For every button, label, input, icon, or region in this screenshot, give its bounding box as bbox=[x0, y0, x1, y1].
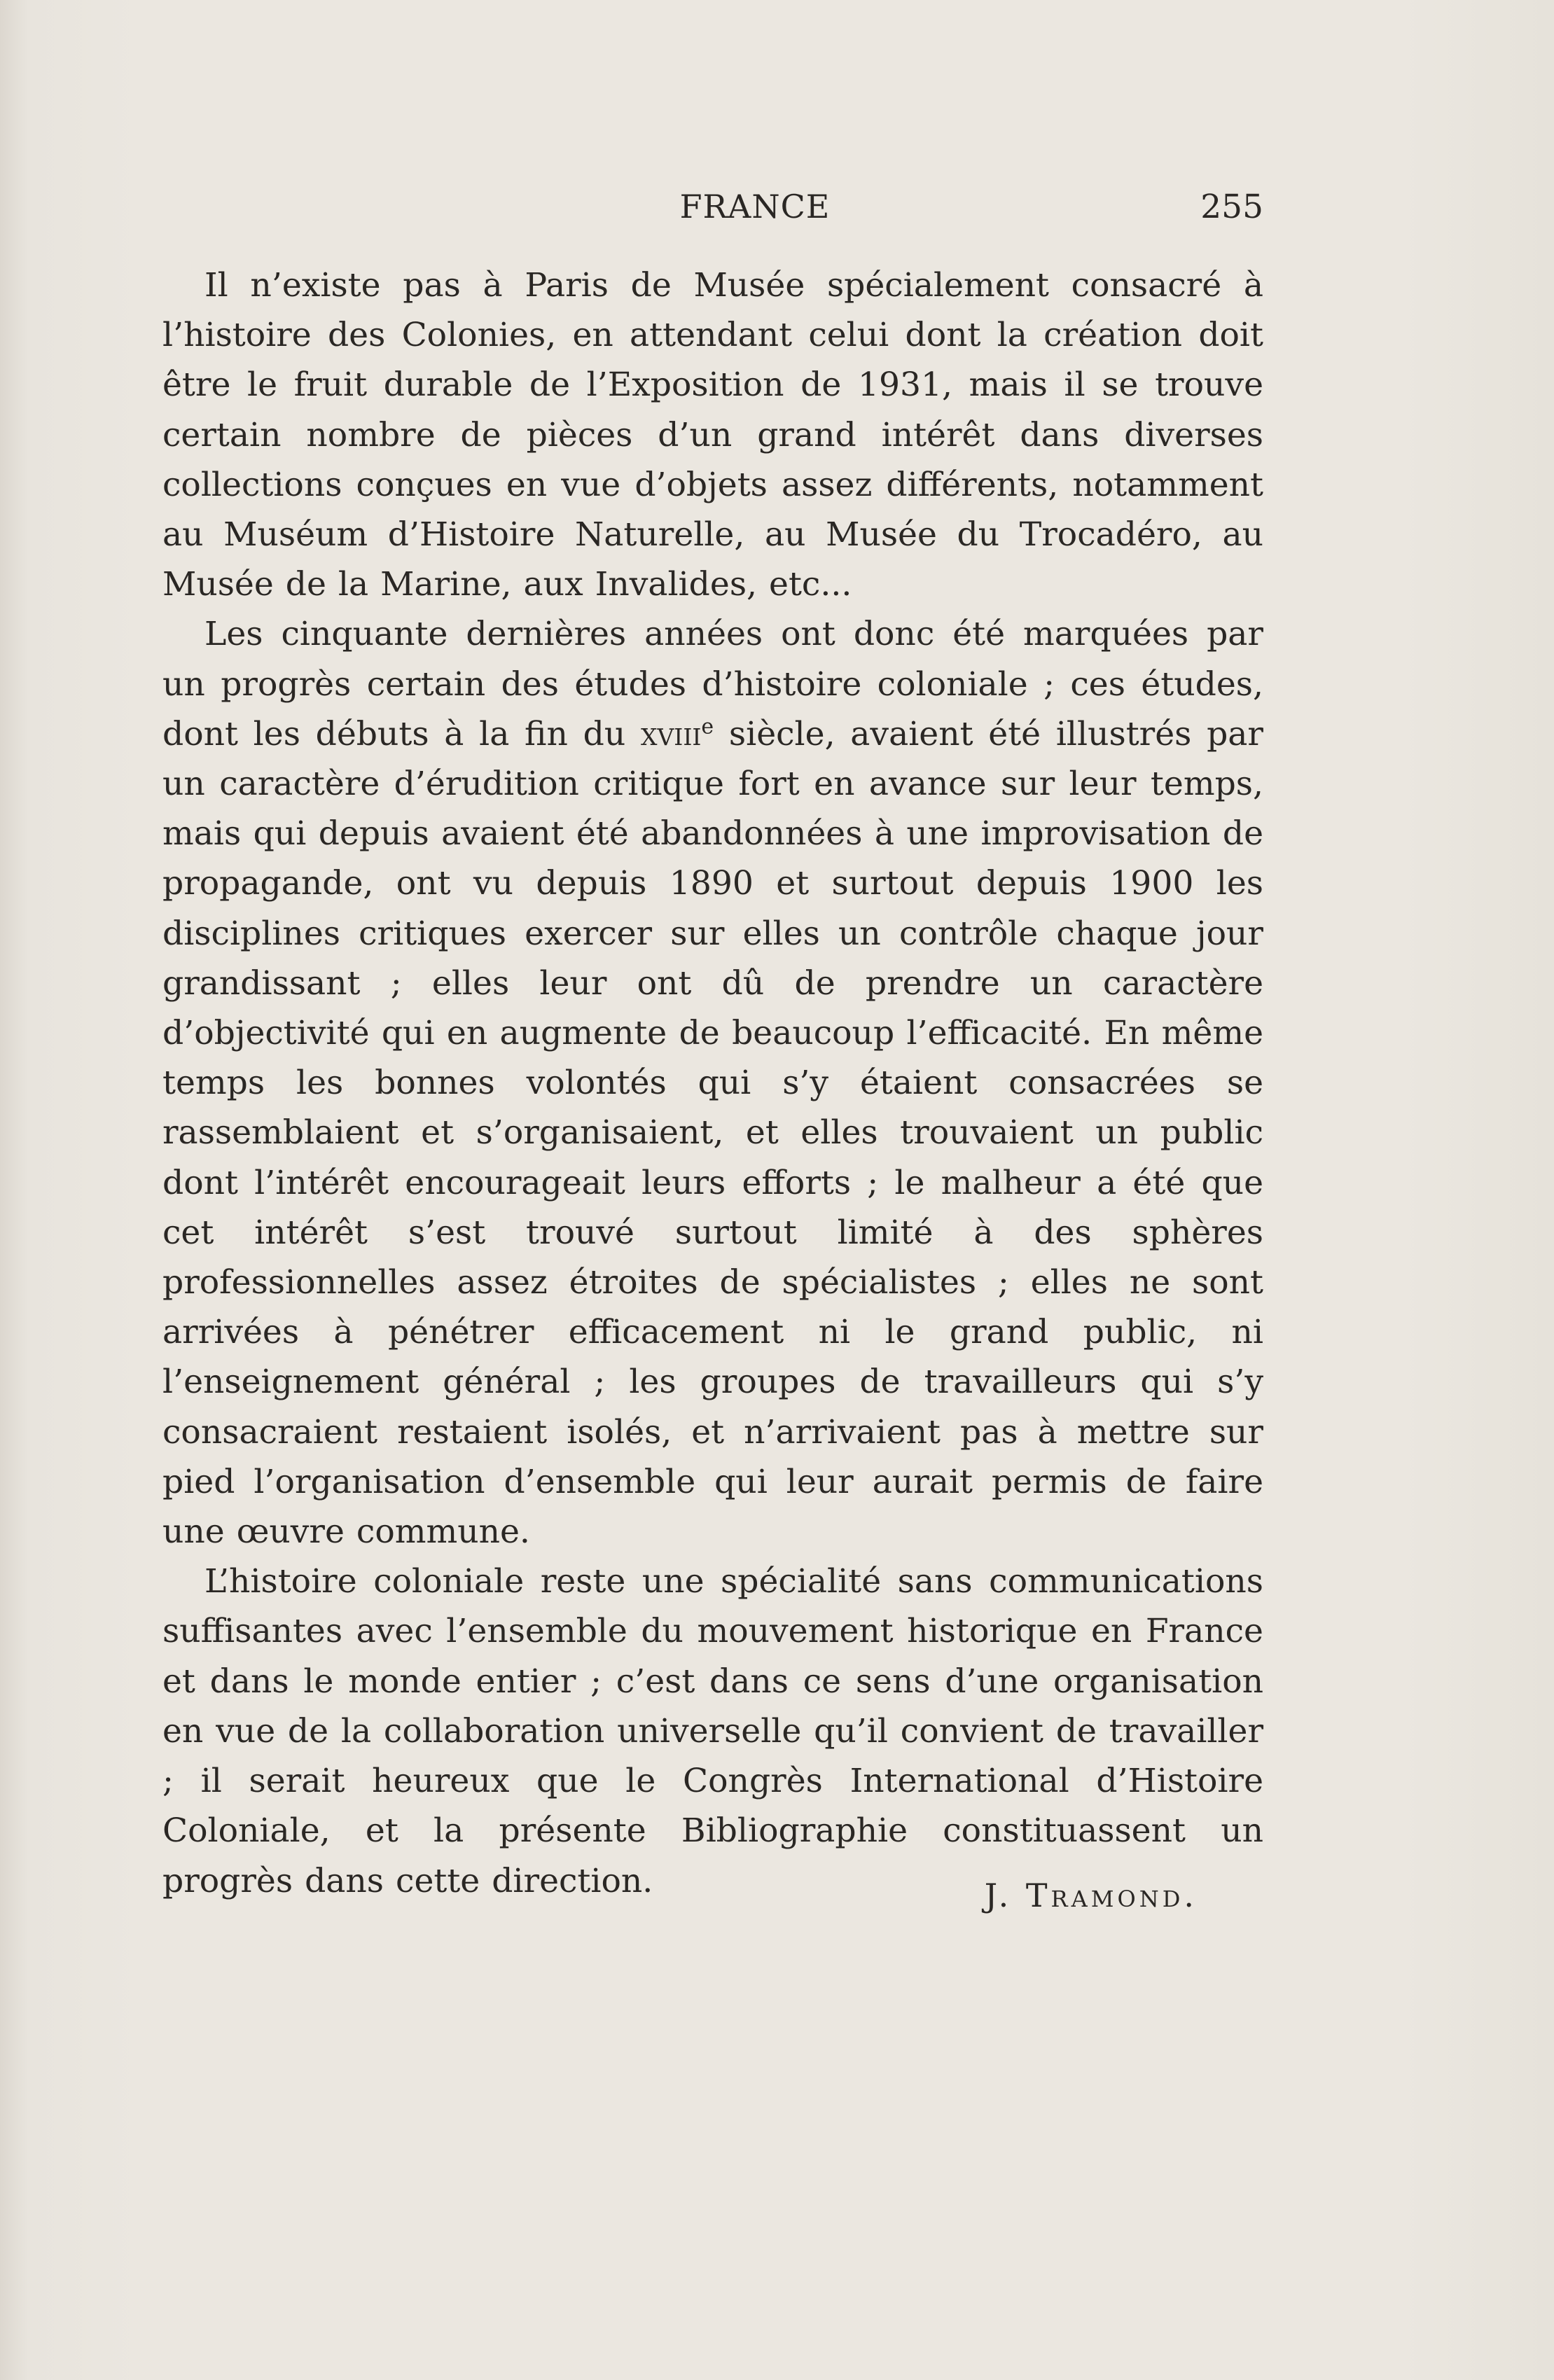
paragraph-text-start: Les cinquante dernières années ont donc été marquées par un progrès certain des études d’histoire coloniale ; ces études, dont les débuts à la fin du bbox=[162, 615, 1263, 753]
author-signature: J. Tramond. bbox=[984, 1877, 1198, 1914]
page-number: 255 bbox=[1200, 188, 1263, 226]
body-text bbox=[162, 260, 1263, 1906]
running-title: FRANCE bbox=[679, 188, 831, 225]
paragraph-conclusion: L’histoire coloniale reste une spécialité sans communications suffisantes avec l’ensemble du mouvement historique en France et dans le monde entier ; c’est dans ce sens d’une organisation en vue de la collaboration universelle qu’il convient de travailler ; il serait heureux que le Congrès International d’Histoire Coloniale, et la présente Bibliographie constituassent un progrès dans cette direction. bbox=[162, 1562, 1263, 1900]
paragraph-museums: Il n’existe pas à Paris de Musée spécialement consacré à l’histoire des Colonies, en attendant celui dont la création doit être le fruit durable de l’Exposition de 1931, mais il se trouve certain nombre de pièces d’un grand intérêt dans diverses collections conçues en vue d’objets assez différents, notamment au Muséum d’Histoire Naturelle, au Musée du Trocadéro, au Musée de la Marine, aux Invalides, etc... bbox=[162, 266, 1263, 604]
running-head bbox=[162, 188, 1263, 230]
paragraph-colonial-studies bbox=[162, 609, 1263, 1557]
century-suffix: e bbox=[701, 714, 714, 739]
paragraph-text-end: siècle, avaient été illustrés par un caractère d’érudition critique fort en avance sur leur temps, mais qui depuis avaient été abandonnées à une improvisation de propagande, ont vu depuis 1890 et surtout depuis 1900 les disciplines critiques exercer sur elles un contrôle chaque jour grandissant ; elles leur ont dû de prendre un caractère d’objectivité qui en augmente de beaucoup l’efficacité. En même temps les bonnes volontés qui s’y étaient consacrées se rassemblaient et s’organisaient, et elles trouvaient un public dont l’intérêt encourageait leurs efforts ; le malheur a été que cet intérêt s’est trouvé surtout limité à des sphères professionnelles assez étroites de spécialistes ; elles ne sont arrivées à pénétrer efficacement ni le grand public, ni l’enseignement général ; les groupes de travailleurs qui s’y consacraient restaient isolés, et n’arrivaient pas à mettre sur pied l’organisation d’ensemble qui leur aurait permis de faire une œuvre commune. bbox=[162, 714, 1263, 1552]
century-numeral: xviii bbox=[640, 714, 702, 753]
